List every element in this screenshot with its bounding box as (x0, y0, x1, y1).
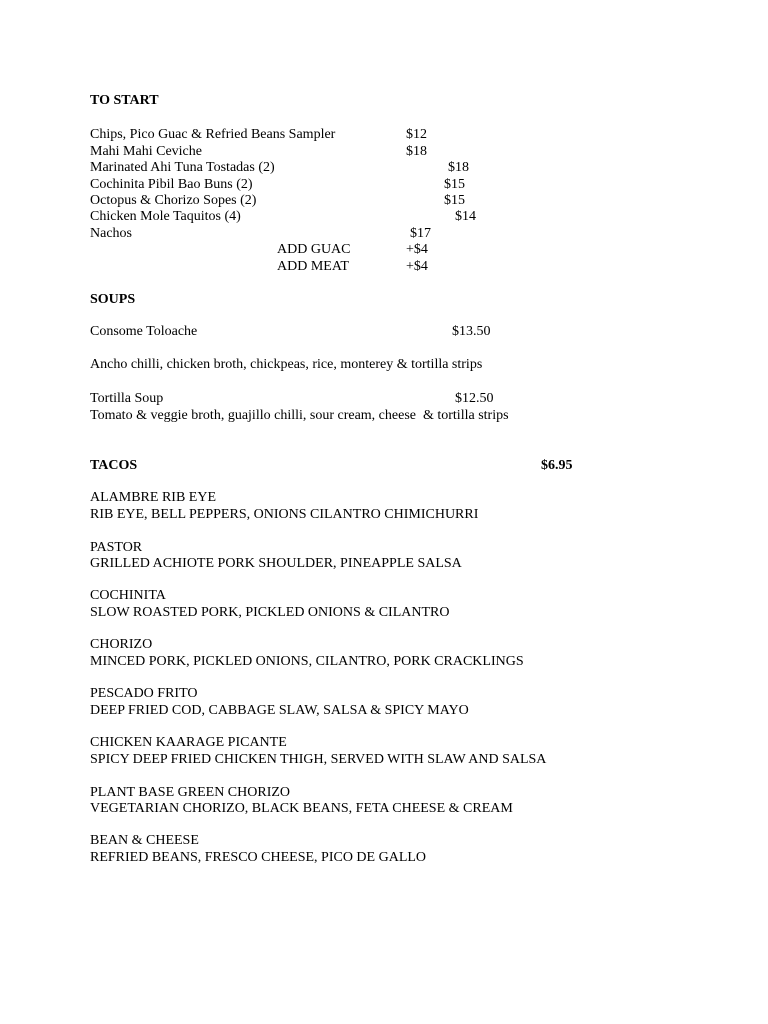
start-item-name: Mahi Mahi Ceviche (90, 144, 202, 159)
start-item-price: $12 (406, 127, 427, 142)
taco-item-description: DEEP FRIED COD, CABBAGE SLAW, SALSA & SPICY MAYO (90, 703, 469, 718)
taco-item-name: PESCADO FRITO (90, 686, 198, 701)
taco-item-name: BEAN & CHEESE (90, 833, 199, 848)
taco-item-name: CHORIZO (90, 637, 153, 652)
start-item-price: $18 (406, 144, 427, 159)
addon-name: ADD GUAC (277, 242, 351, 257)
taco-item-description: SPICY DEEP FRIED CHICKEN THIGH, SERVED WITH SLAW AND SALSA (90, 752, 547, 767)
section-heading-to-start: TO START (90, 93, 159, 108)
taco-item-name: ALAMBRE RIB EYE (90, 490, 216, 505)
soup-item-description: Tomato & veggie broth, guajillo chilli, sour cream, cheese & tortilla strips (90, 408, 509, 423)
soup-item-price: $12.50 (455, 391, 494, 406)
section-heading-soups: SOUPS (90, 292, 136, 307)
soup-item-price: $13.50 (452, 324, 491, 339)
section-heading-tacos: TACOS (90, 458, 138, 473)
addon-price: +$4 (406, 242, 428, 257)
start-item-name: Chicken Mole Taquitos (4) (90, 209, 241, 224)
tacos-price: $6.95 (541, 458, 573, 473)
taco-item-name: PASTOR (90, 540, 143, 555)
addon-price: +$4 (406, 259, 428, 274)
start-item-price: $17 (410, 226, 431, 241)
taco-item-name: CHICKEN KAARAGE PICANTE (90, 735, 287, 750)
taco-item-name: COCHINITA (90, 588, 166, 603)
start-item-name: Marinated Ahi Tuna Tostadas (2) (90, 160, 275, 175)
taco-item-description: MINCED PORK, PICKLED ONIONS, CILANTRO, PORK CRACKLINGS (90, 654, 524, 669)
taco-item-description: GRILLED ACHIOTE PORK SHOULDER, PINEAPPLE SALSA (90, 556, 462, 571)
start-item-price: $15 (444, 177, 465, 192)
taco-item-name: PLANT BASE GREEN CHORIZO (90, 785, 291, 800)
taco-item-description: VEGETARIAN CHORIZO, BLACK BEANS, FETA CHEESE & CREAM (90, 801, 513, 816)
start-item-name: Chips, Pico Guac & Refried Beans Sampler (90, 127, 336, 142)
start-item-name: Nachos (90, 226, 132, 241)
soup-item-name: Tortilla Soup (90, 391, 164, 406)
start-item-name: Cochinita Pibil Bao Buns (2) (90, 177, 253, 192)
start-item-price: $14 (455, 209, 476, 224)
start-item-price: $15 (444, 193, 465, 208)
soup-item-name: Consome Toloache (90, 324, 198, 339)
soup-item-description: Ancho chilli, chicken broth, chickpeas, rice, monterey & tortilla strips (90, 357, 483, 372)
start-item-price: $18 (448, 160, 469, 175)
taco-item-description: RIB EYE, BELL PEPPERS, ONIONS CILANTRO CHIMICHURRI (90, 507, 479, 522)
addon-name: ADD MEAT (277, 259, 349, 274)
taco-item-description: REFRIED BEANS, FRESCO CHEESE, PICO DE GALLO (90, 850, 427, 865)
taco-item-description: SLOW ROASTED PORK, PICKLED ONIONS & CILANTRO (90, 605, 450, 620)
start-item-name: Octopus & Chorizo Sopes (2) (90, 193, 257, 208)
